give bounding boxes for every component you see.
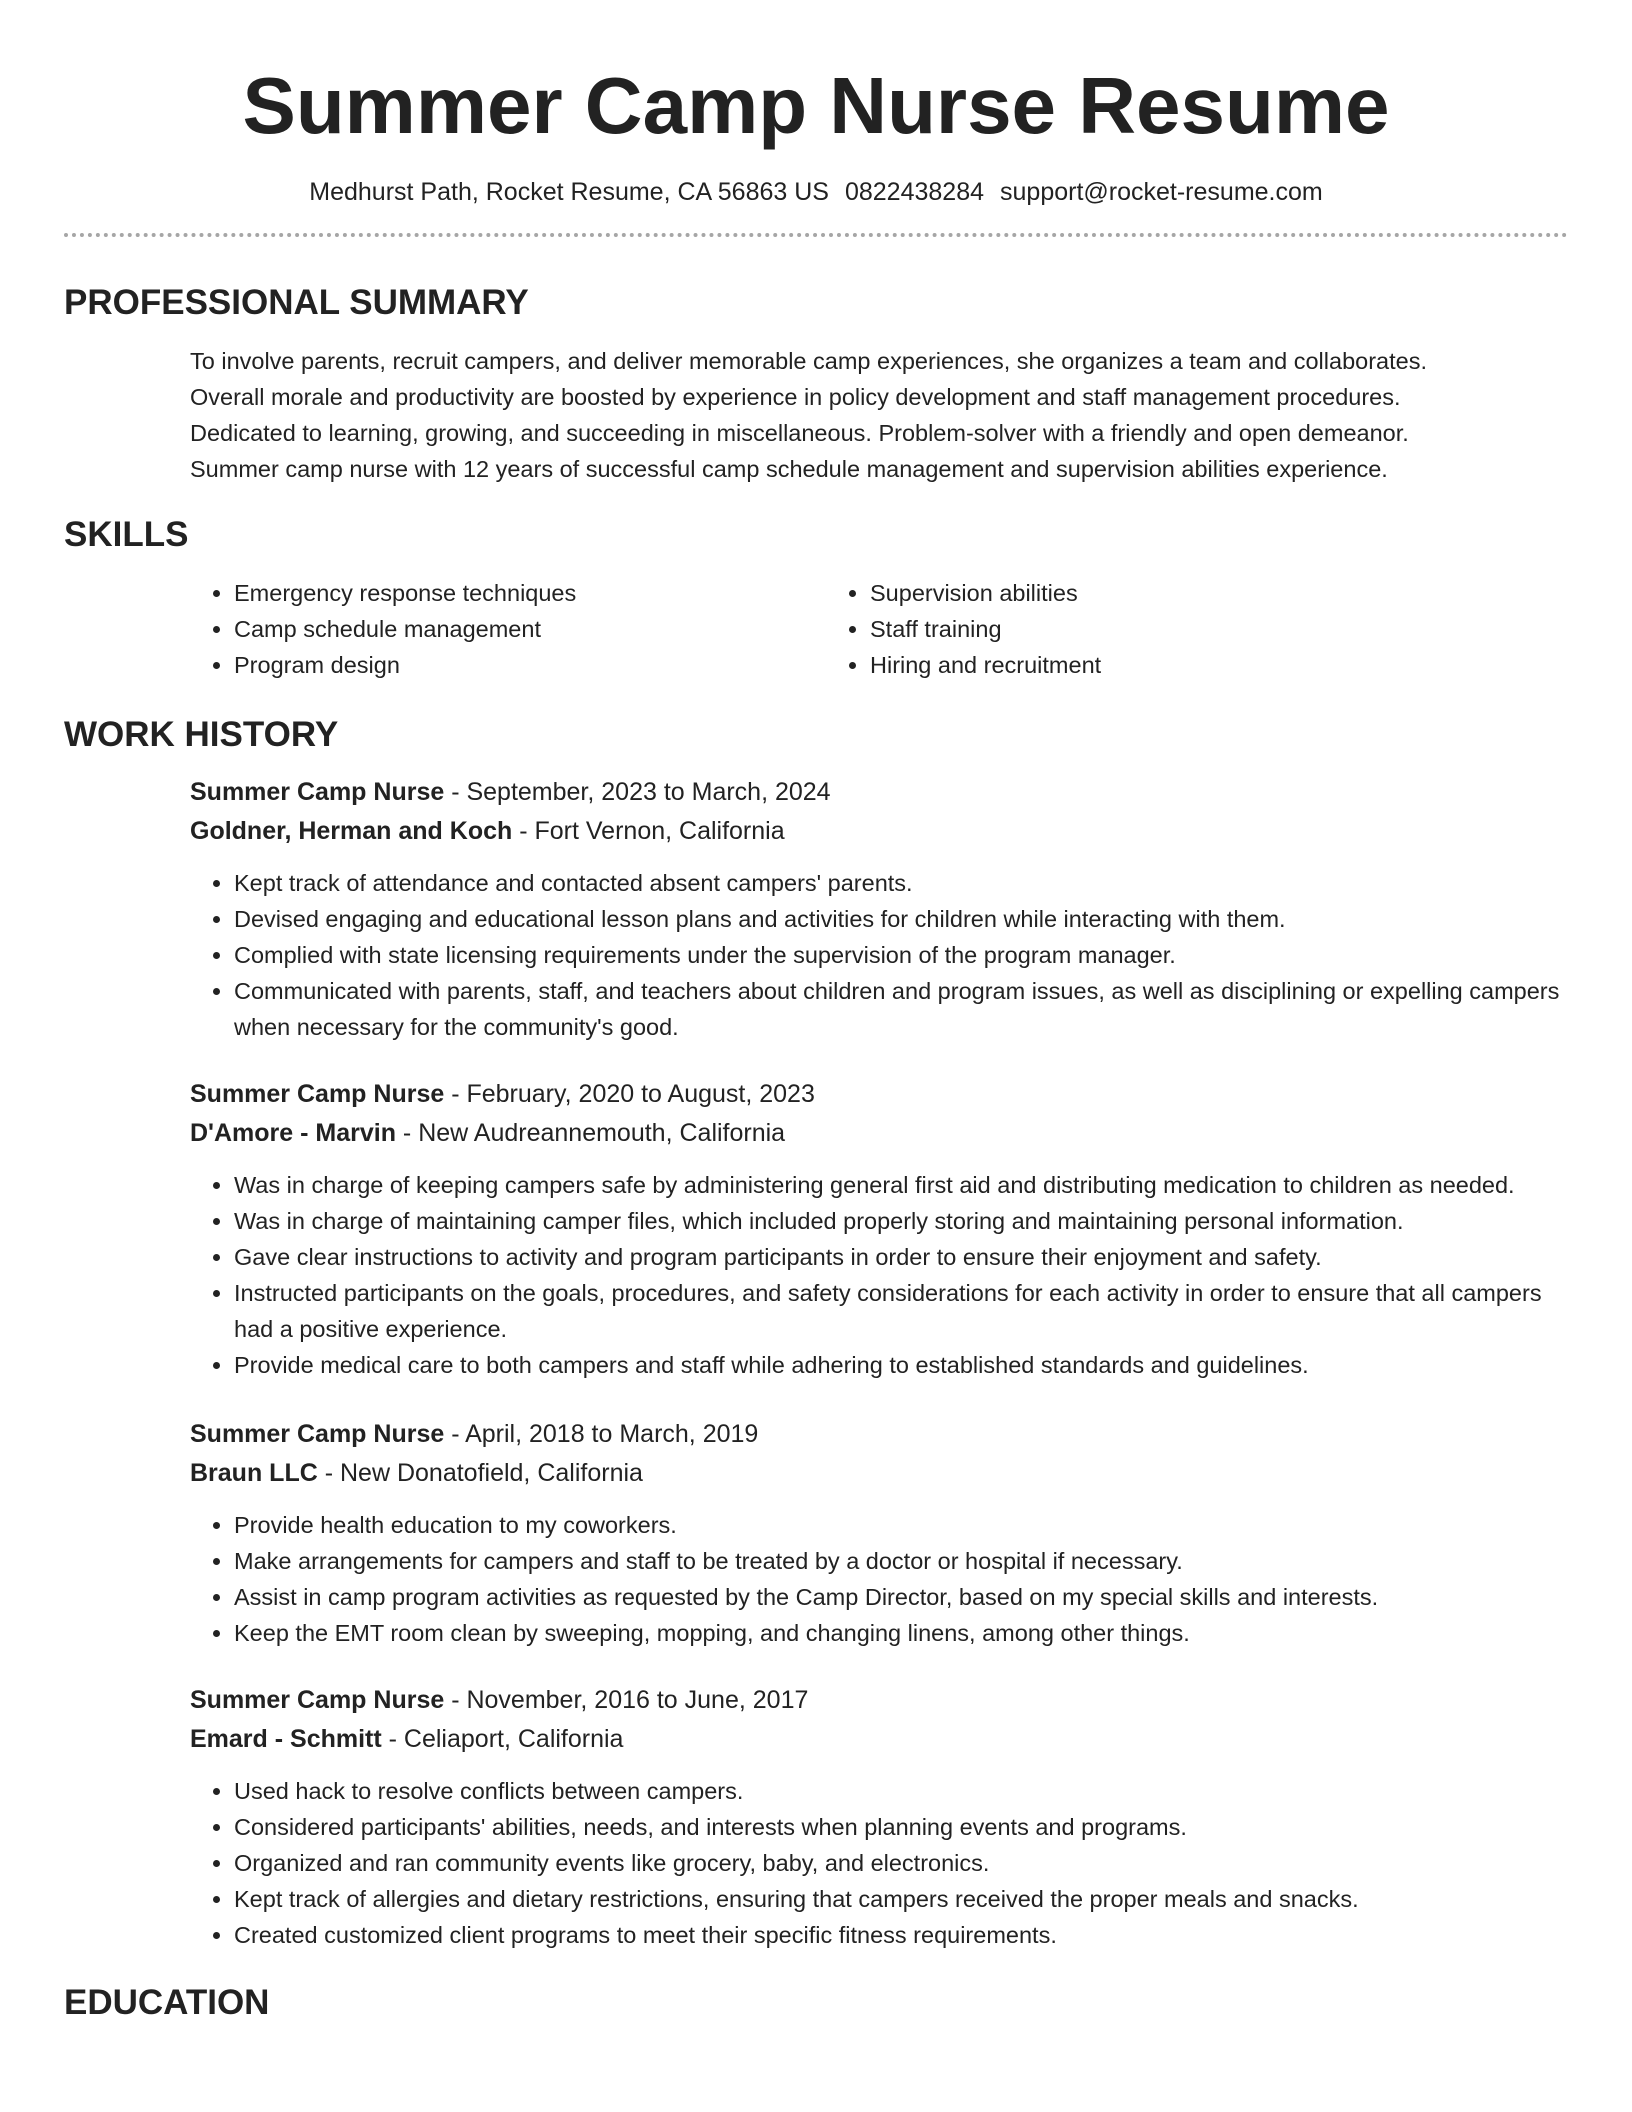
skill-item: • Camp schedule management (234, 611, 826, 647)
job-company: Goldner, Herman and Koch (190, 817, 513, 845)
job-dates: - September, 2023 to March, 2024 (444, 778, 831, 806)
job-duty: • Assist in camp program activities as requested by the Camp Director, based on my special skills and interests. (234, 1579, 1568, 1615)
job-duty: • Provide medical care to both campers and staff while adhering to established standards and guidelines. (234, 1347, 1568, 1383)
job-company: Emard - Schmitt (190, 1725, 382, 1753)
skills-heading: SKILLS (64, 515, 189, 554)
skills-list-left (190, 575, 826, 683)
summary-line: Summer camp nurse with 12 years of successful camp schedule management and supervision abilities experience. (190, 456, 1388, 482)
job-duty: • Used hack to resolve conflicts between campers. (234, 1773, 1568, 1809)
summary-text (190, 343, 1568, 487)
job-company: Braun LLC (190, 1459, 318, 1487)
skills-list-right (826, 575, 1101, 683)
job-entry (64, 1415, 1568, 1651)
resume-name: Summer Camp Nurse Resume (242, 61, 1390, 150)
job-duty: • Communicated with parents, staff, and teachers about children and program issues, as well as disciplining or expelling campers when necessary for the community's good. (234, 973, 1568, 1045)
job-duty: • Considered participants' abilities, needs, and interests when planning events and programs. (234, 1809, 1568, 1845)
job-duties-list (190, 1507, 1568, 1651)
job-duties-list (190, 865, 1568, 1045)
summary-line: Overall morale and productivity are boosted by experience in policy development and staff management procedures. (190, 384, 1401, 410)
job-duty: • Created customized client programs to meet their specific fitness requirements. (234, 1917, 1568, 1953)
job-location: - New Donatofield, California (317, 1459, 643, 1487)
job-title: Summer Camp Nurse (190, 1420, 445, 1448)
job-title-line (190, 1075, 1568, 1114)
job-company-line (190, 1720, 1568, 1759)
contact-address: Medhurst Path, Rocket Resume, CA 56863 US (309, 178, 829, 206)
summary-section (64, 343, 1568, 487)
contact-info (64, 176, 1568, 208)
job-title: Summer Camp Nurse (190, 778, 445, 806)
summary-line: To involve parents, recruit campers, and deliver memorable camp experiences, she organizes a team and collaborates. (190, 348, 1427, 374)
skill-item: • Emergency response techniques (234, 575, 826, 611)
job-dates: - February, 2020 to August, 2023 (444, 1080, 815, 1108)
summary-heading: PROFESSIONAL SUMMARY (64, 283, 529, 322)
job-company-line (190, 1114, 1568, 1153)
job-duties-list (190, 1773, 1568, 1953)
job-duty: • Keep the EMT room clean by sweeping, mopping, and changing linens, among other things. (234, 1615, 1568, 1651)
contact-email: support@rocket-resume.com (1000, 178, 1323, 206)
job-duties-list (190, 1167, 1568, 1383)
job-duty: • Was in charge of keeping campers safe by administering general first aid and distributing medication to children as needed. (234, 1167, 1568, 1203)
job-dates: - November, 2016 to June, 2017 (444, 1686, 809, 1714)
job-duty: • Devised engaging and educational lesson plans and activities for children while interacting with them. (234, 901, 1568, 937)
skill-item: • Program design (234, 647, 826, 683)
skill-item: • Staff training (870, 611, 1101, 647)
job-company: D'Amore - Marvin (190, 1119, 396, 1147)
job-company-line (190, 1454, 1568, 1493)
work-history-heading: WORK HISTORY (64, 715, 339, 754)
job-location: - Celiaport, California (381, 1725, 624, 1753)
job-duty: • Complied with state licensing requirements under the supervision of the program manager. (234, 937, 1568, 973)
job-title: Summer Camp Nurse (190, 1686, 445, 1714)
job-duty: • Make arrangements for campers and staff to be treated by a doctor or hospital if necessary. (234, 1543, 1568, 1579)
skills-section (64, 575, 1568, 683)
job-title-line (190, 1415, 1568, 1454)
job-company-line (190, 812, 1568, 851)
contact-phone: 0822438284 (844, 178, 985, 206)
job-duty: • Provide health education to my coworkers. (234, 1507, 1568, 1543)
header-divider (64, 233, 1568, 237)
job-title-line (190, 773, 1568, 812)
job-title: Summer Camp Nurse (190, 1080, 445, 1108)
summary-line: Dedicated to learning, growing, and succeeding in miscellaneous. Problem-solver with a friendly and open demeanor. (190, 420, 1409, 446)
job-duty: • Instructed participants on the goals, procedures, and safety considerations for each activity in order to ensure that all campers had a positive experience. (234, 1275, 1568, 1347)
job-duty: • Organized and ran community events like grocery, baby, and electronics. (234, 1845, 1568, 1881)
skill-item: • Hiring and recruitment (870, 647, 1101, 683)
job-location: - New Audreannemouth, California (395, 1119, 786, 1147)
job-entry (64, 773, 1568, 1045)
job-duty: • Gave clear instructions to activity and program participants in order to ensure their enjoyment and safety. (234, 1239, 1568, 1275)
job-entry (64, 1681, 1568, 1953)
job-duty: • Was in charge of maintaining camper files, which included properly storing and maintaining personal information. (234, 1203, 1568, 1239)
job-duty: • Kept track of allergies and dietary restrictions, ensuring that campers received the proper meals and snacks. (234, 1881, 1568, 1917)
skill-item: • Supervision abilities (870, 575, 1101, 611)
job-location: - Fort Vernon, California (512, 817, 785, 845)
job-duty: • Kept track of attendance and contacted absent campers' parents. (234, 865, 1568, 901)
job-dates: - April, 2018 to March, 2019 (444, 1420, 759, 1448)
job-entry (64, 1075, 1568, 1383)
education-heading: EDUCATION (64, 1983, 270, 2022)
job-title-line (190, 1681, 1568, 1720)
